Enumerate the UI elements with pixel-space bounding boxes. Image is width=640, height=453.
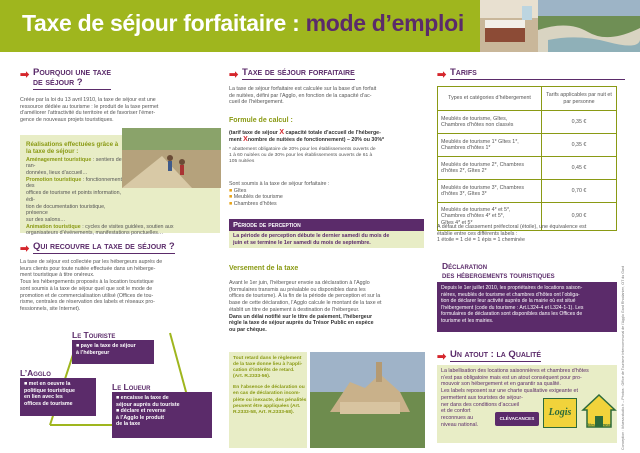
heading-line1: Pourquoi une taxe	[33, 67, 111, 78]
clevacances-logo	[495, 412, 539, 426]
text-line-bold: Dans un délai notifié sur le titre de paiement, l’hébergeur	[229, 313, 373, 320]
text-line: risme, centrales de réservation des labels et réseaux pro-	[20, 299, 155, 306]
arrow-icon: ➡	[20, 243, 30, 255]
callout-line: plète ou inexacte, des pénalités	[233, 397, 307, 403]
text-line: ment touristique à titre onéreux.	[20, 272, 95, 279]
note-line: * abattement obligatoire de 20% pour les établissements ouverts de	[229, 147, 376, 152]
declaration-line: nières, meublés de tourisme et chambres d’hôtes ont l’obliga-	[441, 291, 580, 298]
type-line: d’hôtes 2*, Gîtes 2*	[441, 168, 487, 174]
formula-part: (tarif taxe de séjour	[229, 130, 278, 136]
type-line: Meublés de tourisme, Gîtes,	[441, 115, 508, 122]
item-label: Animation touristique	[26, 223, 81, 230]
formula	[229, 130, 423, 143]
gites-logo-text: Gîtes de France	[586, 423, 612, 427]
loueur-line: séjour auprès du touriste	[116, 401, 180, 408]
text-line: La taxe de séjour forfaitaire est calculée sur la base d’un forfait	[229, 86, 377, 92]
times-icon: X	[243, 135, 248, 143]
price-cell: 0,35 €	[542, 111, 617, 134]
declaration-heading-2: des hébergements touristiques	[442, 270, 555, 280]
realisations-title	[26, 141, 214, 156]
agglo-line: politique touristique	[24, 387, 75, 394]
declaration-line: Depuis le 1er juillet 2010, les propriétaires de locations saison-	[441, 285, 583, 291]
price-cell: 0,70 €	[542, 180, 617, 203]
declaration-line: tion de déclarer leur activité auprès de la mairie où est situé	[441, 298, 576, 305]
touriste-label: Le Touriste	[72, 330, 116, 340]
subject-label: Meublés de tourisme	[233, 194, 283, 201]
versement-title: Versement de la taxe	[229, 265, 299, 272]
callout-line: En l’absence de déclaration ou	[233, 385, 305, 391]
agglo-box	[20, 378, 96, 416]
qualite-line: Les labels reposent sur une charte qualitative exigeante et	[441, 388, 578, 395]
text-line: ressource dédiée au tourisme : le produit de la taxe permet	[20, 103, 159, 110]
agglo-label: L’Agglo	[20, 368, 51, 378]
periode-text	[233, 233, 423, 246]
formula-line1	[229, 130, 423, 137]
realisations-text	[26, 141, 214, 237]
title-part1: Taxe de séjour forfaitaire :	[22, 10, 300, 36]
gites-de-france-logo	[580, 392, 618, 430]
type-cell	[438, 180, 542, 203]
table-row	[438, 134, 617, 157]
subject-label: Gîtes	[233, 187, 247, 194]
subject-label: Chambres d’hôtes	[233, 201, 277, 208]
logis-logo-text: Logis	[548, 407, 572, 418]
table-header-row	[438, 87, 617, 111]
item-line: : fonctionnement des	[26, 176, 122, 190]
bullet-icon: ■	[229, 187, 233, 194]
periode-line: La période de perception débute le dernier samedi du mois de	[233, 233, 390, 239]
col-type-header: Types et catégories d’hébergement	[438, 87, 542, 111]
qualite-line: n’est pas obligatoire mais est un atout conséquent pour pro-	[441, 374, 582, 381]
heading-tarifs: Tarifs	[450, 68, 625, 80]
declaration-heading	[442, 262, 555, 280]
header-band	[0, 0, 640, 52]
clevacances-logo-text: CLÉVACANCES	[499, 416, 535, 421]
text-line: base de cette déclaration, l’Agglo calcule le montant de la taxe et	[229, 300, 382, 307]
text-line: établit un titre de paiement à destination de l’hébergeur.	[229, 306, 360, 313]
declaration-heading-1: Déclaration	[442, 261, 488, 271]
type-cell	[438, 111, 542, 134]
qualite-line: et de confort	[441, 408, 471, 415]
formula-title: Formule de calcul :	[229, 117, 293, 124]
text-line: fessionnels, site Internet).	[20, 305, 81, 312]
qualite-line: ner dans des conditions d’accueil	[441, 401, 520, 408]
item-label: Aménagement touristique	[26, 156, 92, 163]
text-line: promotion et de commercialisation utilisé (Offices de tou-	[20, 292, 154, 299]
qualite-line: permettent aux touristes de séjour-	[441, 394, 523, 401]
item-label: Promotion touristique	[26, 176, 82, 183]
header-photo-room	[480, 0, 538, 52]
price-cell: 0,45 €	[542, 157, 617, 180]
callout-line: cation d’intérêts de retard.	[233, 368, 295, 374]
subjects	[229, 181, 423, 208]
agglo-line: ■ met en oeuvre la	[24, 381, 71, 387]
type-line: Meublés de tourisme 4* et 5*,	[441, 206, 511, 213]
qualite-line: mouvoir son hébergement et en garantir sa qualité.	[441, 381, 561, 388]
loueur-line: ■ déclare et reverse	[116, 408, 166, 415]
bullet-icon: ■	[229, 201, 233, 208]
item-line: sur des salons…	[26, 216, 66, 223]
heading-line2: de séjour ?	[33, 77, 83, 88]
type-line: Gîtes 4* et 5*	[441, 219, 473, 226]
periode-heading: Période de perception	[229, 219, 424, 231]
formula-part: nombre de nuitées de fonctionnement) – 20% ou 30%*	[247, 136, 385, 143]
text-line: offices de tourisme). À la fin de la période de perception et sur la	[229, 293, 381, 300]
text-line: Avant le 1er juin, l’hébergeur envoie sa déclaration à l’Agglo	[229, 280, 370, 286]
text-line: sont soumis à la taxe de séjour quel que soit le mode de	[20, 285, 153, 292]
formula-line2	[229, 137, 423, 144]
heading-forfaitaire: Taxe de séjour forfaitaire	[242, 67, 355, 78]
item-line: : sentiers de ran-	[26, 156, 122, 170]
text-line: leurs clients pour toute nuitée effectuée dans un héberge-	[20, 265, 156, 272]
text-line: Tous les hébergements proposés à la location touristique	[20, 279, 154, 286]
versement-text	[229, 280, 424, 334]
loueur-line: de la taxe	[116, 421, 141, 428]
agglo-line: offices de tourisme	[24, 400, 73, 407]
arrow-icon: ➡	[437, 351, 447, 363]
type-line: Meublés de tourisme 2*, Chambres	[441, 161, 525, 168]
village-photo	[310, 352, 425, 448]
qualite-line: La labellisation des locations saisonnières et chambres d’hôtes	[441, 368, 589, 374]
tarifs-note	[437, 224, 622, 244]
callout-line: peuvent être appliquées (Art.	[233, 403, 301, 409]
forfaitaire-text	[229, 86, 419, 106]
title-part2: mode d’emploi	[305, 10, 464, 36]
text-line-bold: ou par chèque.	[229, 326, 267, 333]
item-line: offices de tourisme et points information, édi-	[26, 190, 121, 203]
text-line: La taxe de séjour est collectée par les hébergeurs auprès de	[20, 259, 163, 265]
text-line: (formulaires transmis au préalable ou disponibles dans les	[229, 286, 366, 293]
formula-part: ment	[229, 136, 242, 143]
declaration-line: formulaires de déclaration sont disponibles dans les Offices de	[441, 311, 583, 318]
type-cell	[438, 157, 542, 180]
touriste-line: ■ paye la taxe de séjour	[76, 343, 136, 349]
loueur-line: ■ encaisse la taxe de	[116, 395, 169, 401]
legal-text: Conception : lkfuesa.studio.fr – Photos : Office de Tourisme Intercommunal de l’Agglo Gard Rhodanien, OT du Gard	[621, 265, 625, 450]
arrow-icon: ➡	[229, 69, 239, 81]
arrow-icon: ➡	[437, 69, 447, 81]
table-row	[438, 180, 617, 203]
heading-qui: Qui recouvre la taxe de séjour ?	[33, 241, 175, 252]
declaration-box	[437, 282, 617, 332]
type-line: Chambres d’hôtes non classés	[441, 122, 514, 128]
note-line: établie entre ces différents labels :	[437, 230, 518, 237]
text-line: Créée par la loi du 13 avril 1910, la taxe de séjour est une	[20, 97, 156, 103]
type-line: Chambres d’hôtes 4* et 5*,	[441, 213, 505, 220]
subject-item	[229, 201, 423, 208]
page-title	[22, 10, 464, 37]
logis-logo	[543, 398, 577, 428]
realisation-item-amenagement	[26, 157, 122, 177]
text-line-bold: règle la taxe de séjour auprès du Trésor Public en espèce	[229, 320, 374, 327]
type-line: d’hôtes 3*, Gîtes 3*	[441, 191, 487, 197]
note-line: A défaut de classement préfectoral (étoile), une équivalence est	[437, 224, 587, 230]
text-line: gence de nouveaux projets touristiques.	[20, 117, 114, 124]
bullet-icon: ■	[229, 194, 233, 201]
room-photo	[480, 0, 538, 52]
note-line: 1 étoile = 1 clé = 1 épis = 1 cheminée	[437, 237, 525, 244]
callout-line: de la taxe donne lieu à l’appli-	[233, 362, 303, 368]
declaration-line: l’hébergement (code du tourisme : Art.L324-4 et L324-1-1). Les	[441, 304, 584, 311]
header-photo-river	[538, 0, 640, 52]
periode-line: juin et se termine le 1er samedi du mois de septembre.	[233, 239, 371, 246]
section-qui-text	[20, 259, 220, 313]
legal-credit	[621, 265, 629, 450]
realisations-title-1: Réalisations effectuées grâce à	[26, 141, 119, 148]
callout-line: Tout retard dans le règlement	[233, 356, 302, 361]
type-line: Meublés de tourisme 1* Gîtes 1*,	[441, 138, 519, 145]
river-photo	[538, 0, 640, 52]
loueur-box	[112, 392, 212, 438]
type-line: Meublés de tourisme 3*, Chambres	[441, 184, 525, 191]
touriste-line: à l’hébergeur	[76, 349, 110, 356]
arrow-icon: ➡	[20, 69, 30, 81]
agglo-line: en lien avec les	[24, 394, 63, 401]
text-line: de nuitées, défini par l’Agglo, en fonction de la capacité d’ac-	[229, 92, 372, 99]
type-cell	[438, 134, 542, 157]
table-row	[438, 157, 617, 180]
price-cell: 0,90 €	[542, 203, 617, 231]
callout-text	[233, 356, 307, 416]
subjects-intro: Sont soumis à la taxe de séjour forfaitaire :	[229, 181, 330, 187]
realisation-item-animation	[26, 224, 214, 237]
touriste-box	[72, 340, 154, 364]
loueur-label: Le Loueur	[112, 382, 151, 392]
item-line: tion de documentation touristique, présence	[26, 203, 106, 217]
formula-part: capacité totale d’accueil de l’héberge-	[285, 130, 381, 136]
times-icon: X	[279, 129, 285, 136]
formula-note	[229, 147, 423, 165]
text-line: cueil de l’hébergement.	[229, 99, 284, 106]
declaration-line: tourisme et les mairies.	[441, 317, 494, 324]
qualite-line: reconnues au	[441, 414, 474, 421]
note-line: 1 à 60 nuitées ou de 30% pour les établissements ouverts de 61 à	[229, 153, 373, 158]
callout-line: (Art. R.2333-56).	[233, 374, 271, 380]
callout-line: R.2333-58, Art. R.2333-68).	[233, 409, 294, 415]
text-line: d’améliorer l’attractivité du territoire et de favoriser l’émer-	[20, 110, 156, 117]
item-line: données, lieux d’accueil…	[26, 170, 88, 176]
heading-pourquoi	[33, 68, 111, 90]
qualite-line: niveau national.	[441, 421, 479, 428]
heading-qualite: Un atout : la Qualité	[450, 349, 542, 360]
table-row	[438, 111, 617, 134]
realisations-title-2: la taxe de séjour :	[26, 148, 79, 156]
note-line: 105 nuitées	[229, 159, 255, 164]
section-pourquoi-text	[20, 97, 220, 124]
realisation-item-promotion	[26, 177, 122, 224]
tarifs-table	[437, 86, 617, 231]
subject-item	[229, 188, 423, 195]
item-line: organisateurs d’événements, manifestations ponctuelles…	[26, 230, 164, 237]
col-price-header: Tarifs applicables par nuit et par personne	[542, 87, 617, 111]
loueur-line: à l’Agglo le produit	[116, 414, 164, 421]
subject-item	[229, 194, 423, 201]
type-line: Chambres d’hôtes 1*	[441, 145, 491, 151]
item-line: : cycles de visites guidées, soutien aux	[80, 223, 174, 230]
callout-line: en cas de déclaration incom-	[233, 391, 301, 397]
price-cell: 0,35 €	[542, 134, 617, 157]
